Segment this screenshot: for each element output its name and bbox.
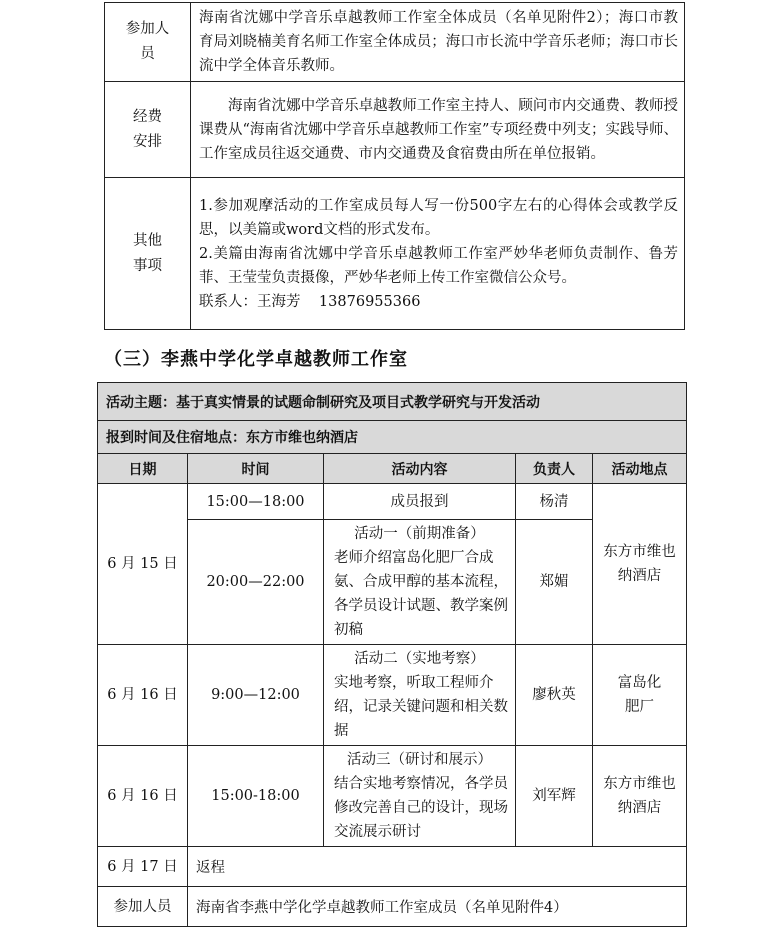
column-header: 活动内容 (324, 454, 516, 484)
table-row (105, 3, 685, 82)
person-cell: 刘军辉 (516, 746, 593, 847)
content-cell (324, 645, 516, 746)
content-cell: 成员报到 (324, 484, 516, 520)
date-cell: 6 月 16 日 (98, 746, 188, 847)
table-header-row (98, 454, 687, 484)
activity-body: 老师介绍富岛化肥厂合成氨、合成甲醇的基本流程，各学员设计试题、教学案例初稿 (334, 550, 508, 638)
content-cell (324, 746, 516, 847)
date-cell: 6 月 17 日 (98, 847, 188, 887)
time-cell: 20:00—22:00 (188, 520, 324, 645)
activity-body: 结合实地考察情况，各学员修改完善自己的设计，现场交流展示研讨 (334, 776, 508, 840)
person-cell: 廖秋英 (516, 645, 593, 746)
person-cell: 杨清 (516, 484, 593, 520)
table-row (98, 746, 687, 847)
other-item-1: 1.参加观摩活动的工作室成员每人写一份500字左右的心得体会或教学反思，以美篇或word文档的形式发布。 (199, 197, 678, 238)
activity-body: 实地考察，听取工程师介绍，记录关键问题和相关数据 (334, 675, 508, 739)
activity-title: 活动三（研讨和展示） (347, 752, 492, 768)
table-row (98, 847, 687, 887)
location-cell: 富岛化肥厂 (593, 645, 687, 746)
activity-title: 活动二（实地考察） (354, 651, 485, 667)
participants-label: 参加人员 (98, 887, 188, 927)
table-row (105, 82, 685, 178)
column-header: 活动地点 (593, 454, 687, 484)
column-header: 负责人 (516, 454, 593, 484)
return-cell: 返程 (188, 847, 687, 887)
activity-title: 活动一（前期准备） (354, 526, 485, 542)
column-header: 时间 (188, 454, 324, 484)
table-row (98, 887, 687, 927)
contact-line: 联系人：王海芳 13876955366 (199, 293, 421, 310)
content-cell (324, 520, 516, 645)
row-label-funding: 经费安排 (105, 82, 191, 178)
date-cell: 6 月 15 日 (98, 484, 188, 645)
column-header: 日期 (98, 454, 188, 484)
person-cell: 郑媚 (516, 520, 593, 645)
row-text-participants: 海南省沈娜中学音乐卓越教师工作室全体成员（名单见附件2）；海口市教育局刘晓楠美育名师工作室全体成员；海口市长流中学音乐老师；海口市长流中学全体音乐教师。 (191, 3, 685, 82)
report-location: 报到时间及住宿地点：东方市维也纳酒店 (98, 421, 687, 454)
table-row (98, 645, 687, 746)
table-row (98, 421, 687, 454)
row-text-funding: 海南省沈娜中学音乐卓越教师工作室主持人、顾问市内交通费、教师授课费从“海南省沈娜中学音乐卓越教师工作室”专项经费中列支；实践导师、工作室成员往返交通费、市内交通费及食宿费由所在单位报销。 (191, 82, 685, 178)
row-label-other: 其他事项 (105, 178, 191, 330)
participants-text: 海南省李燕中学化学卓越教师工作室成员（名单见附件4） (188, 887, 687, 927)
table-row (105, 178, 685, 330)
date-cell: 6 月 16 日 (98, 645, 188, 746)
time-cell: 15:00—18:00 (188, 484, 324, 520)
time-cell: 9:00—12:00 (188, 645, 324, 746)
row-text-other (191, 178, 685, 330)
location-cell: 东方市维也纳酒店 (593, 746, 687, 847)
row-label-participants: 参加人员 (105, 3, 191, 82)
table-row (98, 383, 687, 421)
location-cell: 东方市维也纳酒店 (593, 484, 687, 645)
schedule-table (97, 382, 687, 927)
time-cell: 15:00-18:00 (188, 746, 324, 847)
table-row (98, 484, 687, 520)
activity-theme: 活动主题：基于真实情景的试题命制研究及项目式教学研究与开发活动 (98, 383, 687, 421)
other-item-2: 2.美篇由海南省沈娜中学音乐卓越教师工作室严妙华老师负责制作、鲁芳菲、王莹莹负责摄像，严妙华老师上传工作室微信公众号。 (199, 245, 678, 286)
section-heading: （三）李燕中学化学卓越教师工作室 (104, 349, 408, 370)
info-table (104, 2, 685, 330)
